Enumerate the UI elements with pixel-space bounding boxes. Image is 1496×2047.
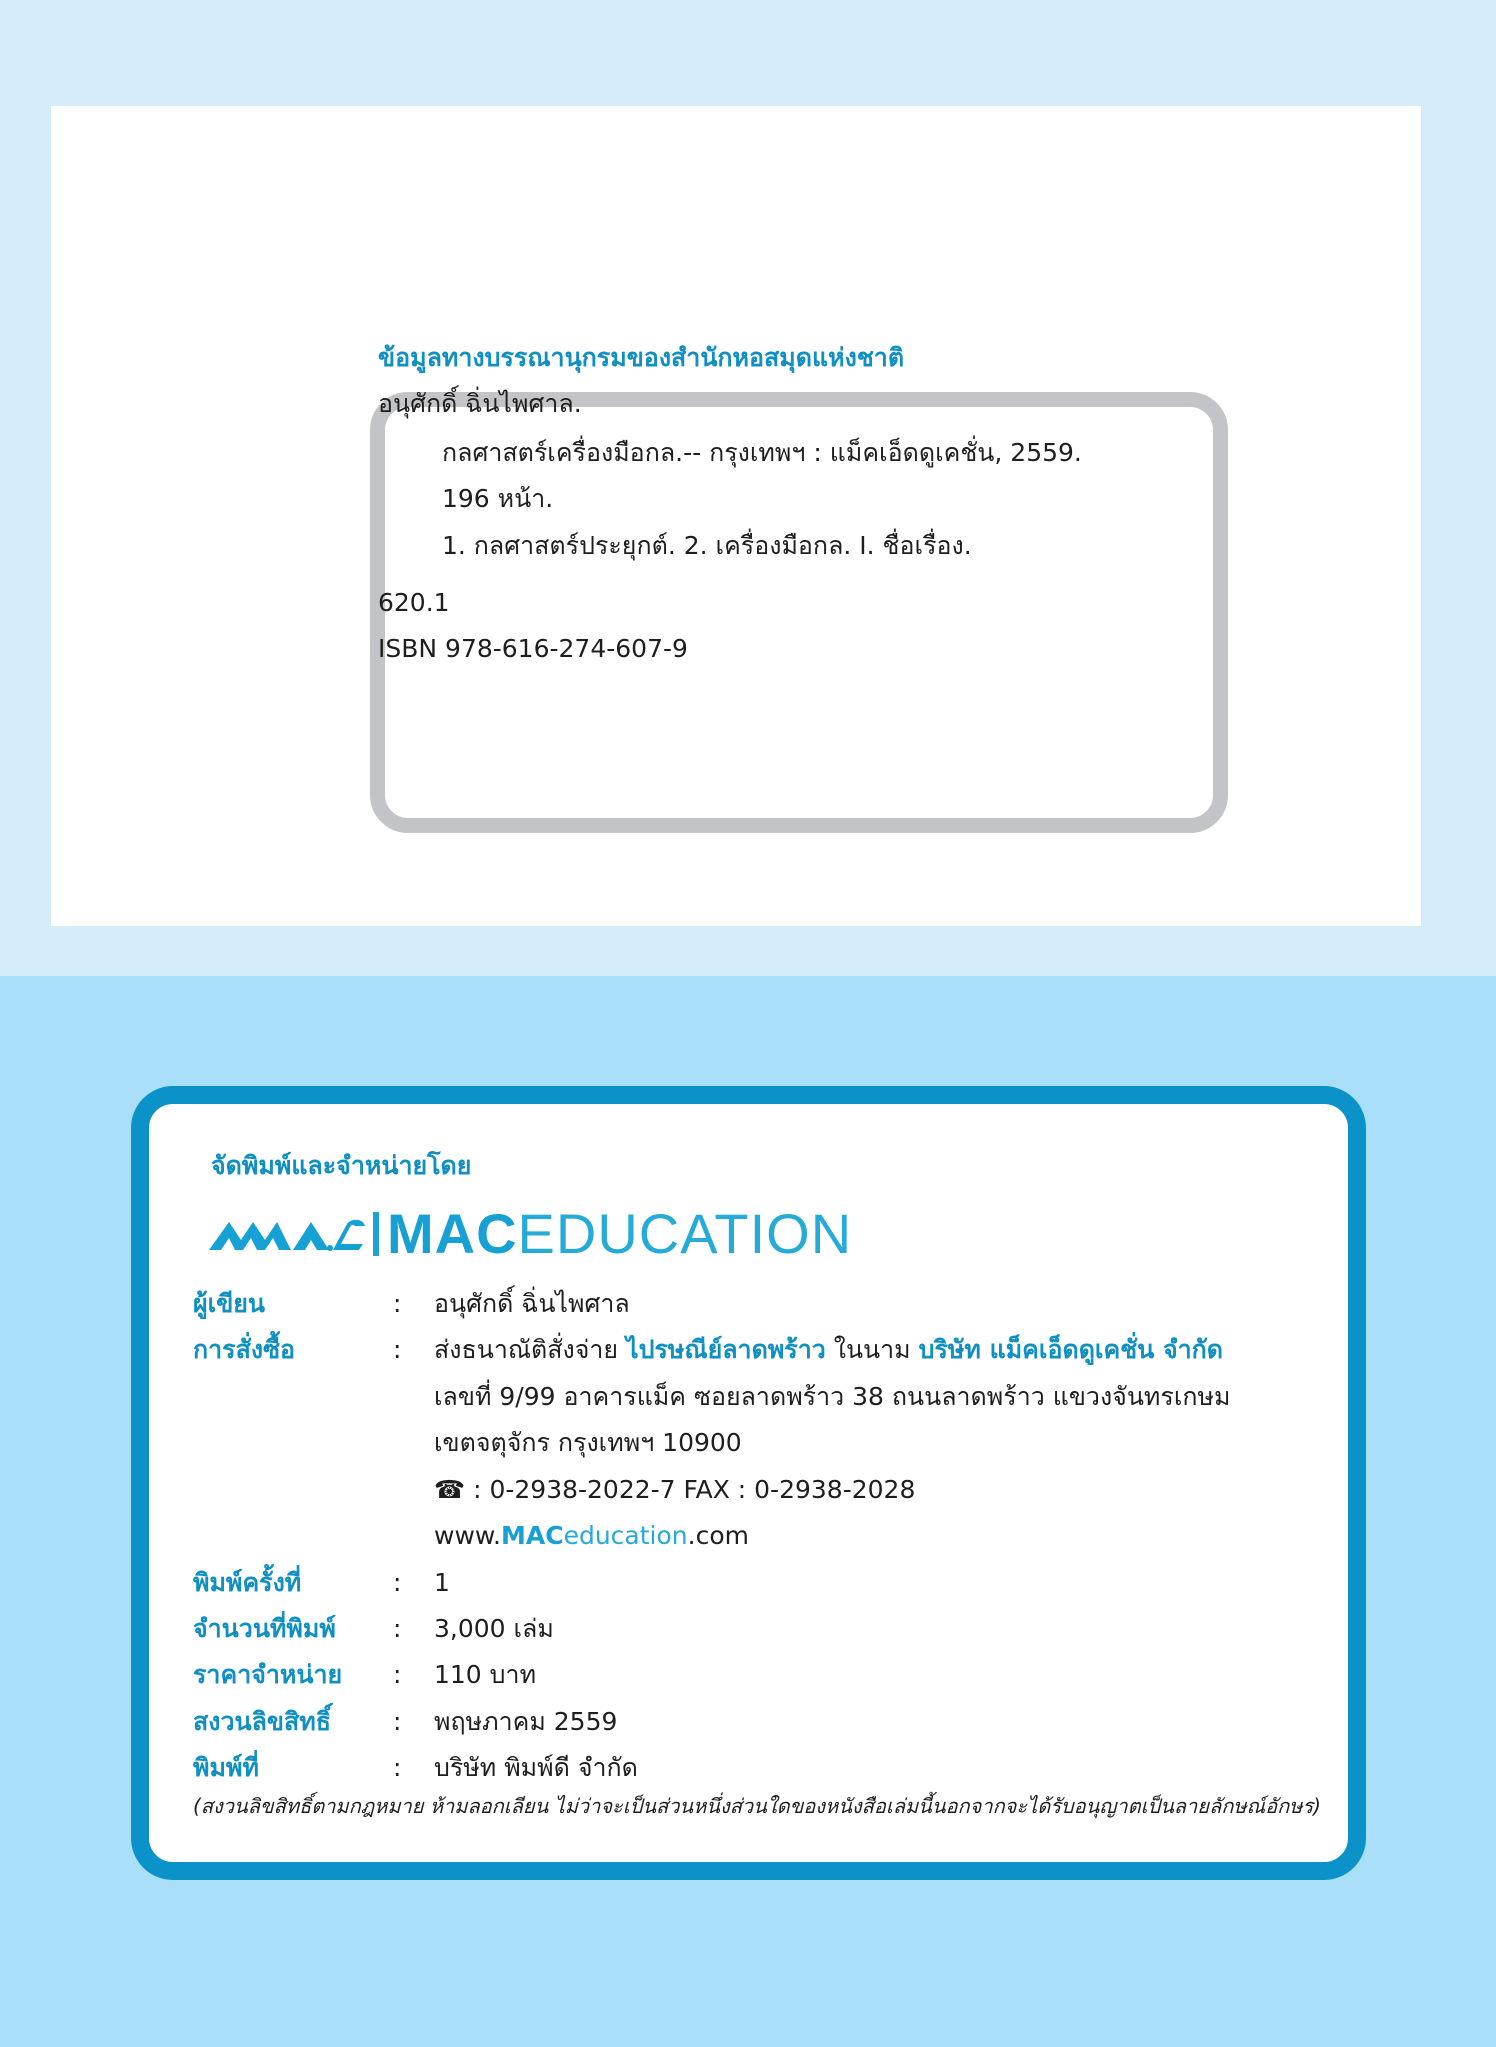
mac-logo-mark-icon bbox=[207, 1212, 367, 1256]
logo-mac-text: MAC bbox=[387, 1202, 518, 1265]
web-education: education bbox=[563, 1521, 688, 1550]
order-label: การสั่งซื้อ bbox=[193, 1335, 296, 1364]
edition-label: พิมพ์ครั้งที่ bbox=[193, 1568, 302, 1597]
mac-education-logo bbox=[207, 1204, 852, 1264]
web-prefix: www. bbox=[434, 1521, 501, 1550]
colon: : bbox=[393, 1614, 402, 1643]
cip-title-line: กลศาสตร์เครื่องมือกล.-- กรุงเทพฯ : แม็คเอ็ดดูเคชั่น, 2559. bbox=[442, 438, 1082, 467]
colon: : bbox=[393, 1707, 402, 1736]
colon: : bbox=[393, 1753, 402, 1782]
copies-value: 3,000 เล่ม bbox=[434, 1614, 554, 1643]
phone-value bbox=[434, 1473, 915, 1507]
logo-divider bbox=[373, 1212, 379, 1256]
phone-icon: ☎ bbox=[434, 1475, 466, 1504]
colon: : bbox=[393, 1335, 402, 1364]
copies-label: จำนวนที่พิมพ์ bbox=[193, 1614, 336, 1643]
cip-title: ข้อมูลทางบรรณานุกรมของสำนักหอสมุดแห่งชาติ bbox=[378, 343, 905, 372]
copyright-note: (สงวนลิขสิทธิ์ตามกฎหมาย ห้ามลอกเลียน ไม่ว่าจะเป็นส่วนหนึ่งส่วนใดของหนังสือเล่มนี้นอกจากจะได้รับอนุญาตเป็นลายลักษณ์อักษร) bbox=[193, 1794, 1321, 1818]
logo-wordmark bbox=[387, 1204, 852, 1264]
price-value: 110 บาท bbox=[434, 1660, 537, 1689]
address-line-2: เขตจตุจักร กรุงเทพฯ 10900 bbox=[434, 1428, 742, 1457]
web-suffix: .com bbox=[687, 1521, 749, 1550]
order-company: บริษัท แม็คเอ็ดดูเคชั่น จำกัด bbox=[918, 1335, 1224, 1364]
publisher-heading: จัดพิมพ์และจำหน่ายโดย bbox=[211, 1151, 472, 1180]
cip-isbn: ISBN 978-616-274-607-9 bbox=[378, 634, 688, 663]
publisher-info-box bbox=[131, 1086, 1366, 1880]
cip-pages: 196 หน้า. bbox=[442, 484, 554, 513]
catalog-page bbox=[51, 106, 1421, 926]
printer-value: บริษัท พิมพ์ดี จำกัด bbox=[434, 1753, 638, 1782]
cip-subjects: 1. กลศาสตร์ประยุกต์. 2. เครื่องมือกล. I. ชื่อเรื่อง. bbox=[442, 531, 972, 560]
colon: : bbox=[393, 1289, 402, 1318]
price-label: ราคาจำหน่าย bbox=[193, 1660, 343, 1689]
author-label: ผู้เขียน bbox=[193, 1289, 266, 1318]
address-line-1: เลขที่ 9/99 อาคารแม็ค ซอยลาดพร้าว 38 ถนนลาดพร้าว แขวงจันทรเกษม bbox=[434, 1382, 1231, 1411]
phone-numbers: : 0-2938-2022-7 FAX : 0-2938-2028 bbox=[465, 1475, 916, 1504]
logo-education-text: EDUCATION bbox=[517, 1202, 853, 1265]
colon: : bbox=[393, 1660, 402, 1689]
cip-classification: 620.1 bbox=[378, 588, 450, 617]
order-prefix: ส่งธนาณัติสั่งจ่าย bbox=[434, 1335, 627, 1364]
web-mac: MAC bbox=[501, 1521, 564, 1550]
colon: : bbox=[393, 1568, 402, 1597]
website-link[interactable] bbox=[434, 1519, 749, 1553]
order-middle: ในนาม bbox=[825, 1335, 919, 1364]
order-value bbox=[434, 1333, 1223, 1367]
copyright-value: พฤษภาคม 2559 bbox=[434, 1707, 618, 1736]
order-post-office: ไปรษณีย์ลาดพร้าว bbox=[626, 1335, 826, 1364]
author-value: อนุศักดิ์ ฉิ่นไพศาล bbox=[434, 1289, 630, 1318]
printer-label: พิมพ์ที่ bbox=[193, 1753, 259, 1782]
cip-author: อนุศักดิ์ ฉิ่นไพศาล. bbox=[378, 389, 582, 418]
edition-value: 1 bbox=[434, 1568, 450, 1597]
copyright-label: สงวนลิขสิทธิ์ bbox=[193, 1707, 332, 1736]
